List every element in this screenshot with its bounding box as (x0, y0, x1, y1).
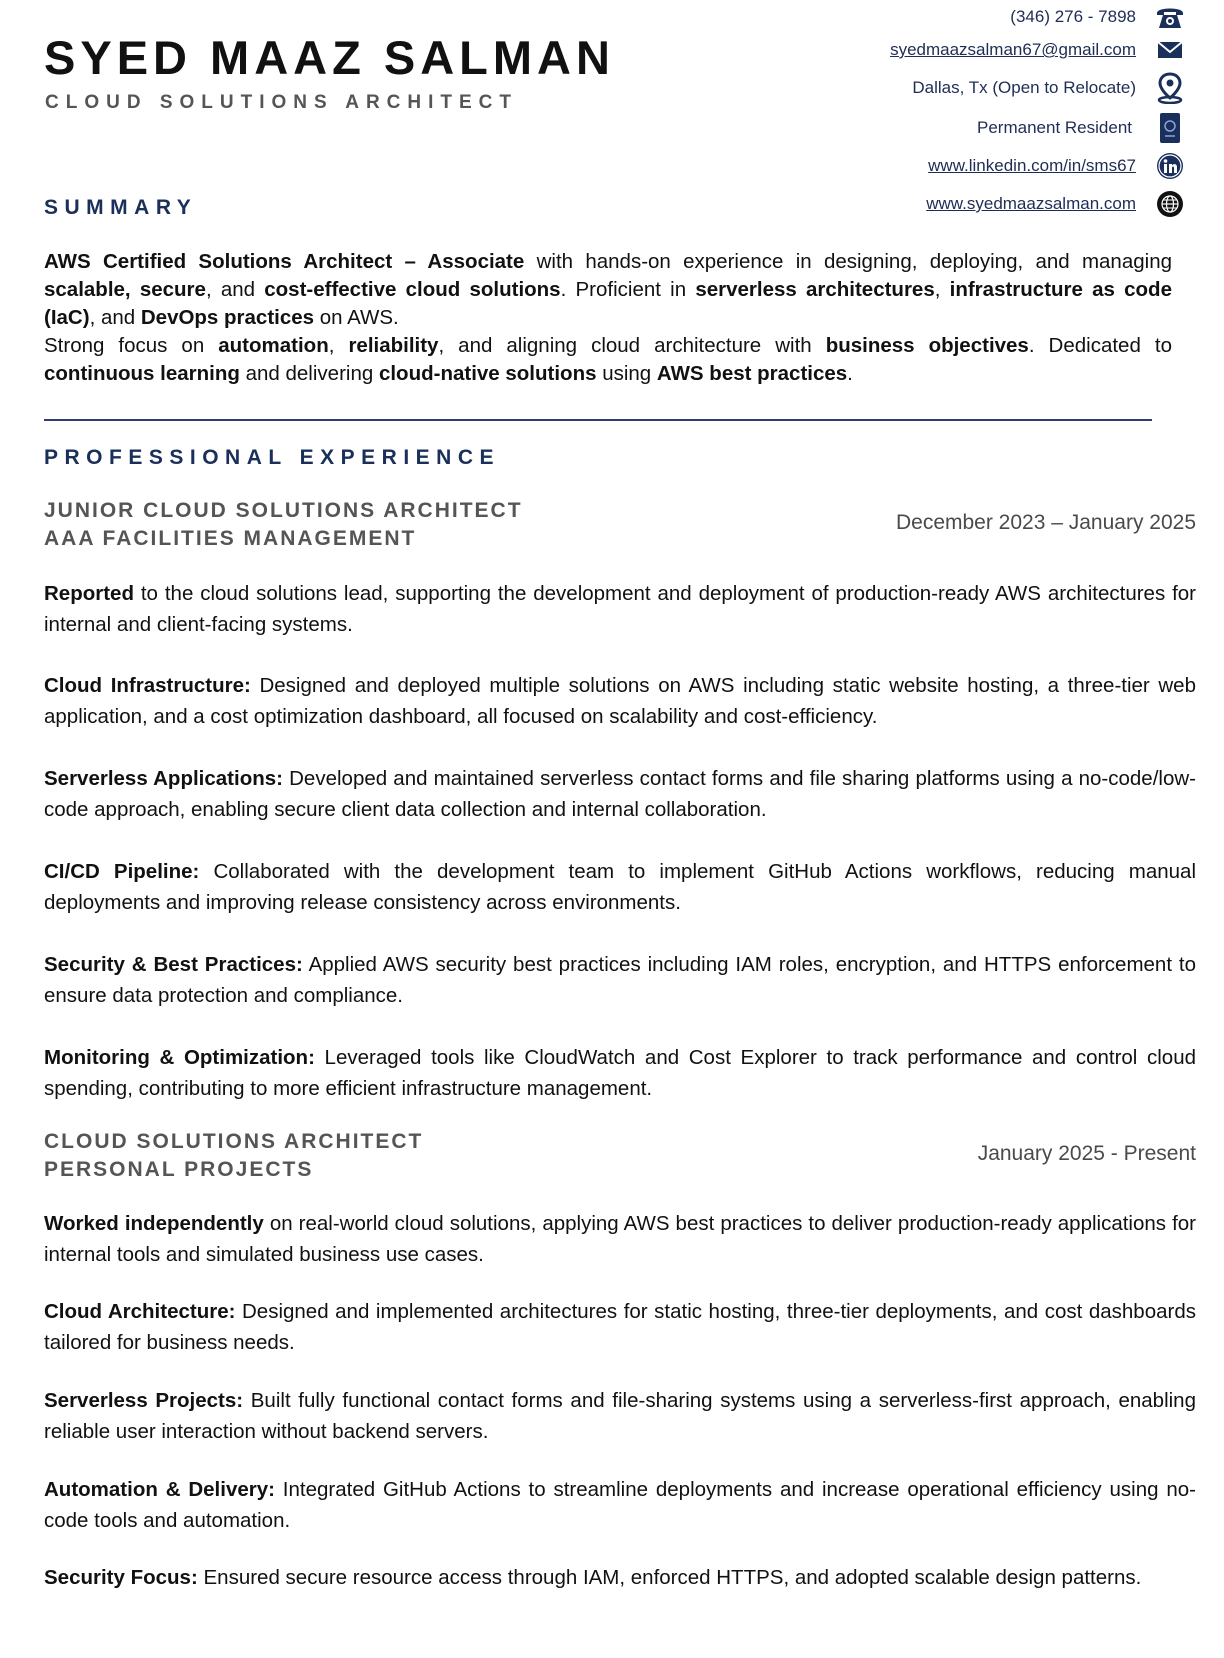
summary-text-span: . (847, 362, 853, 385)
summary-text (44, 248, 1172, 388)
experience-item (44, 763, 1196, 825)
item-text: on real-world cloud solutions, applying AWS best practices to deliver production-ready applications for internal tools and simulated business use cases. (44, 1212, 1196, 1266)
summary-bold-text: serverless architectures (695, 278, 935, 301)
summary-bold-text: AWS best practices (656, 362, 848, 385)
summary-bold-text: cloud-native solutions (378, 362, 597, 385)
envelope-icon (1152, 32, 1188, 68)
item-text: Integrated GitHub Actions to streamline deployments and increase operational efficiency using no-code tools and automation. (44, 1478, 1196, 1532)
email-link[interactable]: syedmaazsalman67@gmail.com (890, 40, 1136, 59)
summary-paragraph-1 (44, 248, 1172, 332)
item-label: Security & Best Practices: (44, 953, 303, 976)
item-label: Security Focus: (44, 1566, 198, 1589)
job-organization: AAA FACILITIES MANAGEMENT (44, 527, 417, 550)
summary-text-span: using (596, 362, 657, 385)
item-text: Ensured secure resource access through IAM, enforced HTTPS, and adopted scalable design patterns. (197, 1566, 1142, 1589)
summary-bold-text: scalable, secure (44, 278, 206, 301)
item-label: Worked independently (44, 1212, 264, 1235)
summary-bold-text: DevOps practices (140, 306, 315, 329)
item-label: Cloud Infrastructure: (44, 674, 251, 697)
summary-bold-text: AWS Certified Solutions Architect – Associate (44, 250, 525, 273)
summary-bold-text: continuous learning (44, 362, 240, 385)
summary-bold-text: automation (218, 334, 329, 357)
website-link[interactable]: www.syedmaazsalman.com (926, 194, 1136, 213)
contact-phone (1010, 0, 1188, 35)
experience-item (44, 1385, 1196, 1447)
summary-text-span: and delivering (239, 362, 379, 385)
job-title: CLOUD SOLUTIONS ARCHITECT (44, 1130, 424, 1153)
experience-item (44, 856, 1196, 918)
job-header (44, 497, 1196, 553)
contact-location (912, 70, 1188, 106)
summary-text-span: , and aligning cloud architecture with (438, 334, 826, 357)
item-text: Designed and deployed multiple solutions on AWS including static website hosting, a three-tier web application, and a cost optimization dashboard, all focused on scalability and cost-efficiency. (44, 674, 1196, 728)
experience-item (44, 949, 1196, 1011)
linkedin-link[interactable]: www.linkedin.com/in/sms67 (928, 156, 1136, 175)
job-organization: PERSONAL PROJECTS (44, 1158, 314, 1181)
item-text: Built fully functional contact forms and file-sharing systems using a serverless-first approach, enabling reliable user interaction without backend servers. (44, 1389, 1196, 1443)
experience-item (44, 1474, 1196, 1536)
summary-text-span: . Dedicated to (1028, 334, 1172, 357)
item-label: Reported (44, 582, 134, 605)
summary-text-span: with hands-on experience in designing, deploying, and managing (524, 250, 1172, 273)
job-header (44, 1128, 1196, 1184)
job-title: JUNIOR CLOUD SOLUTIONS ARCHITECT (44, 499, 523, 522)
experience-item (44, 670, 1196, 732)
item-label: Cloud Architecture: (44, 1300, 236, 1323)
item-label: Automation & Delivery: (44, 1478, 275, 1501)
item-text: Applied AWS security best practices including IAM roles, encryption, and HTTPS enforcement to ensure data protection and compliance. (44, 953, 1197, 1007)
item-label: Serverless Applications: (44, 767, 283, 790)
experience-item (44, 1208, 1196, 1270)
phone-icon (1152, 0, 1188, 35)
summary-text-span: , (328, 334, 349, 357)
experience-item (44, 1296, 1196, 1358)
item-text: Leveraged tools like CloudWatch and Cost Explorer to track performance and control cloud spending, contributing to more efficient infrastructure management. (44, 1046, 1197, 1100)
contact-website (926, 186, 1188, 222)
job-dates: January 2025 - Present (977, 1142, 1196, 1165)
candidate-role: CLOUD SOLUTIONS ARCHITECT (45, 92, 519, 113)
linkedin-icon (1152, 148, 1188, 184)
summary-bold-text: infrastructure as code (IaC) (44, 278, 1172, 329)
item-text: Designed and implemented architectures for static hosting, three-tier deployments, and cost dashboards tailored for business needs. (44, 1300, 1196, 1354)
summary-text-span: , (934, 278, 950, 301)
item-label: CI/CD Pipeline: (44, 860, 200, 883)
summary-text-span: , and (89, 306, 141, 329)
experience-heading: PROFESSIONAL EXPERIENCE (44, 446, 501, 469)
contact-linkedin (928, 148, 1188, 184)
location-text: Dallas, Tx (Open to Relocate) (912, 78, 1136, 97)
item-text: Developed and maintained serverless contact forms and file sharing platforms using a no-code/low-code approach, enabling secure client data collection and internal collaboration. (44, 767, 1196, 821)
experience-item (44, 1562, 1196, 1593)
experience-item (44, 578, 1196, 640)
summary-heading: SUMMARY (44, 196, 198, 219)
summary-bold-text: reliability (348, 334, 439, 357)
location-pin-icon (1152, 70, 1188, 106)
item-text: Collaborated with the development team to implement GitHub Actions workflows, reducing manual deployments and improving release consistency across environments. (44, 860, 1196, 914)
summary-text-span: Strong focus on (44, 334, 219, 357)
job-dates: December 2023 – January 2025 (895, 511, 1196, 534)
summary-bold-text: business objectives (825, 334, 1029, 357)
section-divider (44, 419, 1152, 421)
item-label: Serverless Projects: (44, 1389, 244, 1412)
globe-icon (1152, 186, 1188, 222)
item-text: to the cloud solutions lead, supporting the development and deployment of production-ready AWS architectures for internal and client-facing systems. (44, 582, 1196, 636)
summary-paragraph-2 (44, 332, 1172, 388)
phone-text: (346) 276 - 7898 (1010, 7, 1136, 26)
contact-residency (977, 110, 1188, 146)
residency-text: Permanent Resident (977, 118, 1132, 137)
summary-text-span: . Proficient in (560, 278, 696, 301)
summary-text-span: on AWS. (314, 306, 399, 329)
summary-text-span: , and (205, 278, 265, 301)
contact-email (890, 32, 1188, 68)
candidate-name: SYED MAAZ SALMAN (44, 31, 615, 84)
passport-icon (1152, 110, 1188, 146)
experience-item (44, 1042, 1196, 1104)
summary-bold-text: cost-effective cloud solutions (264, 278, 561, 301)
item-label: Monitoring & Optimization: (44, 1046, 315, 1069)
